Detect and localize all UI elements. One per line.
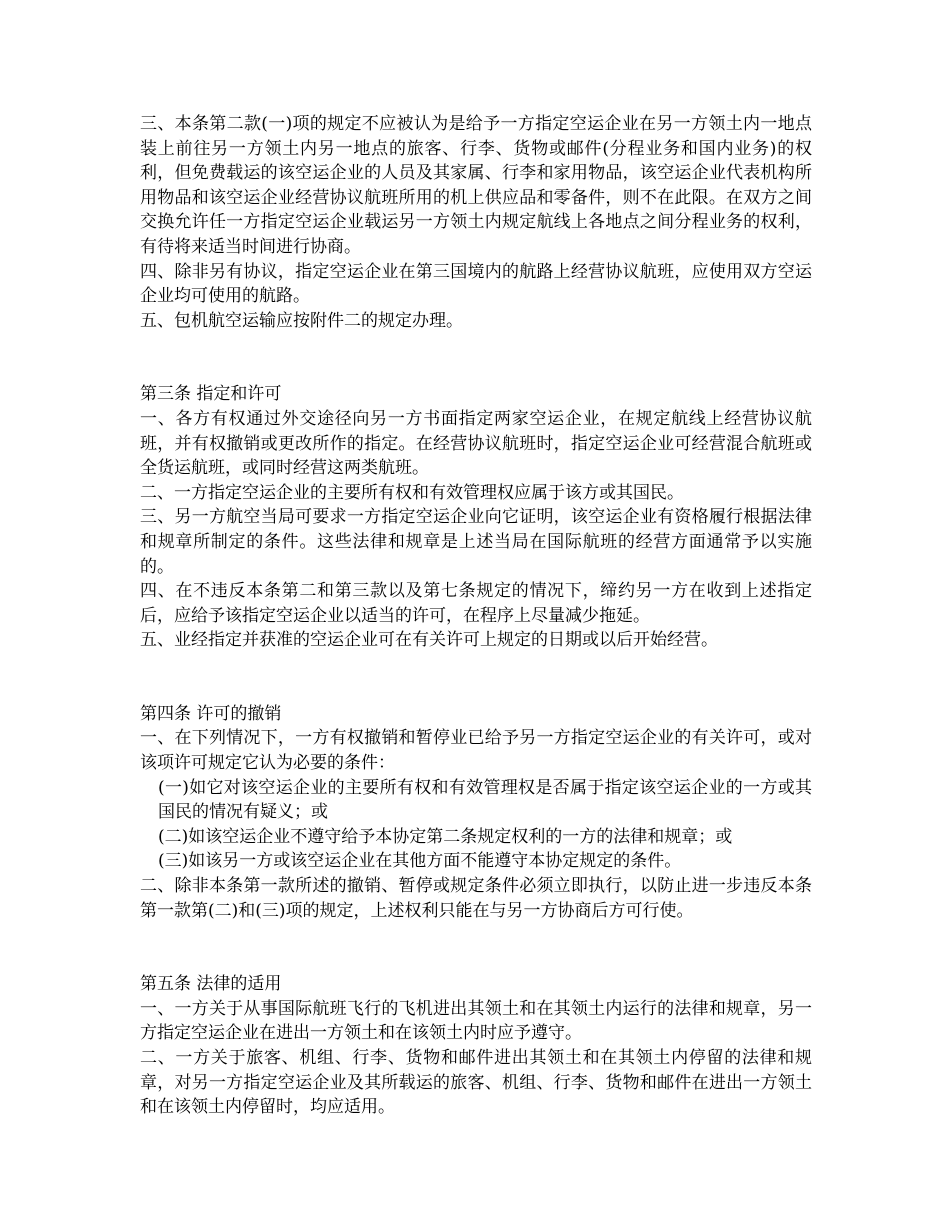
paragraph-article-5-clause-1: 一、一方关于从事国际航班飞行的飞机进出其领土和在其领土内运行的法律和规章，另一方指定空运企业在进出一方领土和在该领土内时应予遵守。 [140, 998, 812, 1044]
paragraph-article-3-clause-4: 四、在不违反本条第二和第三款以及第七条规定的情况下，缔约另一方在收到上述指定后，应给予该指定空运企业以适当的许可，在程序上尽量减少拖延。 [140, 581, 812, 626]
paragraph-article-3-clause-3: 三、另一方航空当局可要求一方指定空运企业向它证明，该空运企业有资格履行根据法律和规章所制定的条件。这些法律和规章是上述当局在国际航班的经营方面通常予以实施的。 [140, 507, 812, 577]
paragraph-article-4-item-1: (一)如它对该空运企业的主要所有权和有效管理权是否属于指定该空运企业的一方或其国民的情况有疑义；或 [158, 777, 812, 823]
paragraph-article-3-clause-2: 二、一方指定空运企业的主要所有权和有效管理权应属于该方或其国民。 [140, 482, 684, 503]
paragraph-article-4-clause-1: 一、在下列情况下，一方有权撤销和暂停业已给予另一方指定空运企业的有关许可，或对该项许可规定它认为必要的条件： [140, 728, 812, 774]
paragraph-article-4-item-3: (三)如该另一方或该空运企业在其他方面不能遵守本协定规定的条件。 [158, 851, 682, 872]
document-page [140, 112, 812, 1120]
section-article-5 [140, 972, 812, 1120]
paragraph-article-4-item-2: (二)如该空运企业不遵守给予本协定第二条规定权利的一方的法律和规章；或 [158, 826, 733, 847]
paragraph-article-3-clause-5: 五、业经指定并获准的空运企业可在有关许可上规定的日期或以后开始经营。 [140, 630, 718, 651]
paragraph-article-2-clause-4: 四、除非另有协议，指定空运企业在第三国境内的航路上经营协议航班，应使用双方空运企业均可使用的航路。 [140, 261, 812, 307]
article-5-heading: 第五条 法律的适用 [140, 974, 282, 995]
paragraph-article-3-clause-1: 一、各方有权通过外交途径向另一方书面指定两家空运企业，在规定航线上经营协议航班，并有权撤销或更改所作的指定。在经营协议航班时，指定空运企业可经营混合航班或全货运航班，或同时经营这两类航班。 [140, 408, 812, 479]
article-4-heading: 第四条 许可的撤销 [140, 703, 282, 724]
paragraph-article-4-clause-2: 二、除非本条第一款所述的撤销、暂停或规定条件必须立即执行，以防止进一步违反本条第一款第(二)和(三)项的规定，上述权利只能在与另一方协商后方可行使。 [140, 876, 812, 921]
paragraph-article-5-clause-2: 二、一方关于旅客、机组、行李、货物和邮件进出其领土和在其领土内停留的法律和规章，对另一方指定空运企业及其所载运的旅客、机组、行李、货物和邮件在进出一方领土和在该领土内停留时，均应适用。 [140, 1048, 812, 1118]
section-article-2-continued [140, 112, 812, 333]
paragraph-article-2-clause-3: 三、本条第二款(一)项的规定不应被认为是给予一方指定空运企业在另一方领土内一地点装上前往另一方领土内另一地点的旅客、行李、货物或邮件(分程业务和国内业务)的权利，但免费载运的该空运企业的人员及其家属、行李和家用物品，该空运企业代表机构所用物品和该空运企业经营协议航班所用的机上供应品和零备件，则不在此限。在双方之间交换允许任一方指定空运企业载运另一方领土内规定航线上各地点之间分程业务的权利，有待将来适当时间进行协商。 [140, 114, 812, 257]
section-article-3 [140, 382, 812, 653]
article-3-heading: 第三条 指定和许可 [140, 384, 282, 405]
paragraph-article-2-clause-5: 五、包机航空运输应按附件二的规定办理。 [140, 310, 463, 331]
section-article-4 [140, 702, 812, 923]
